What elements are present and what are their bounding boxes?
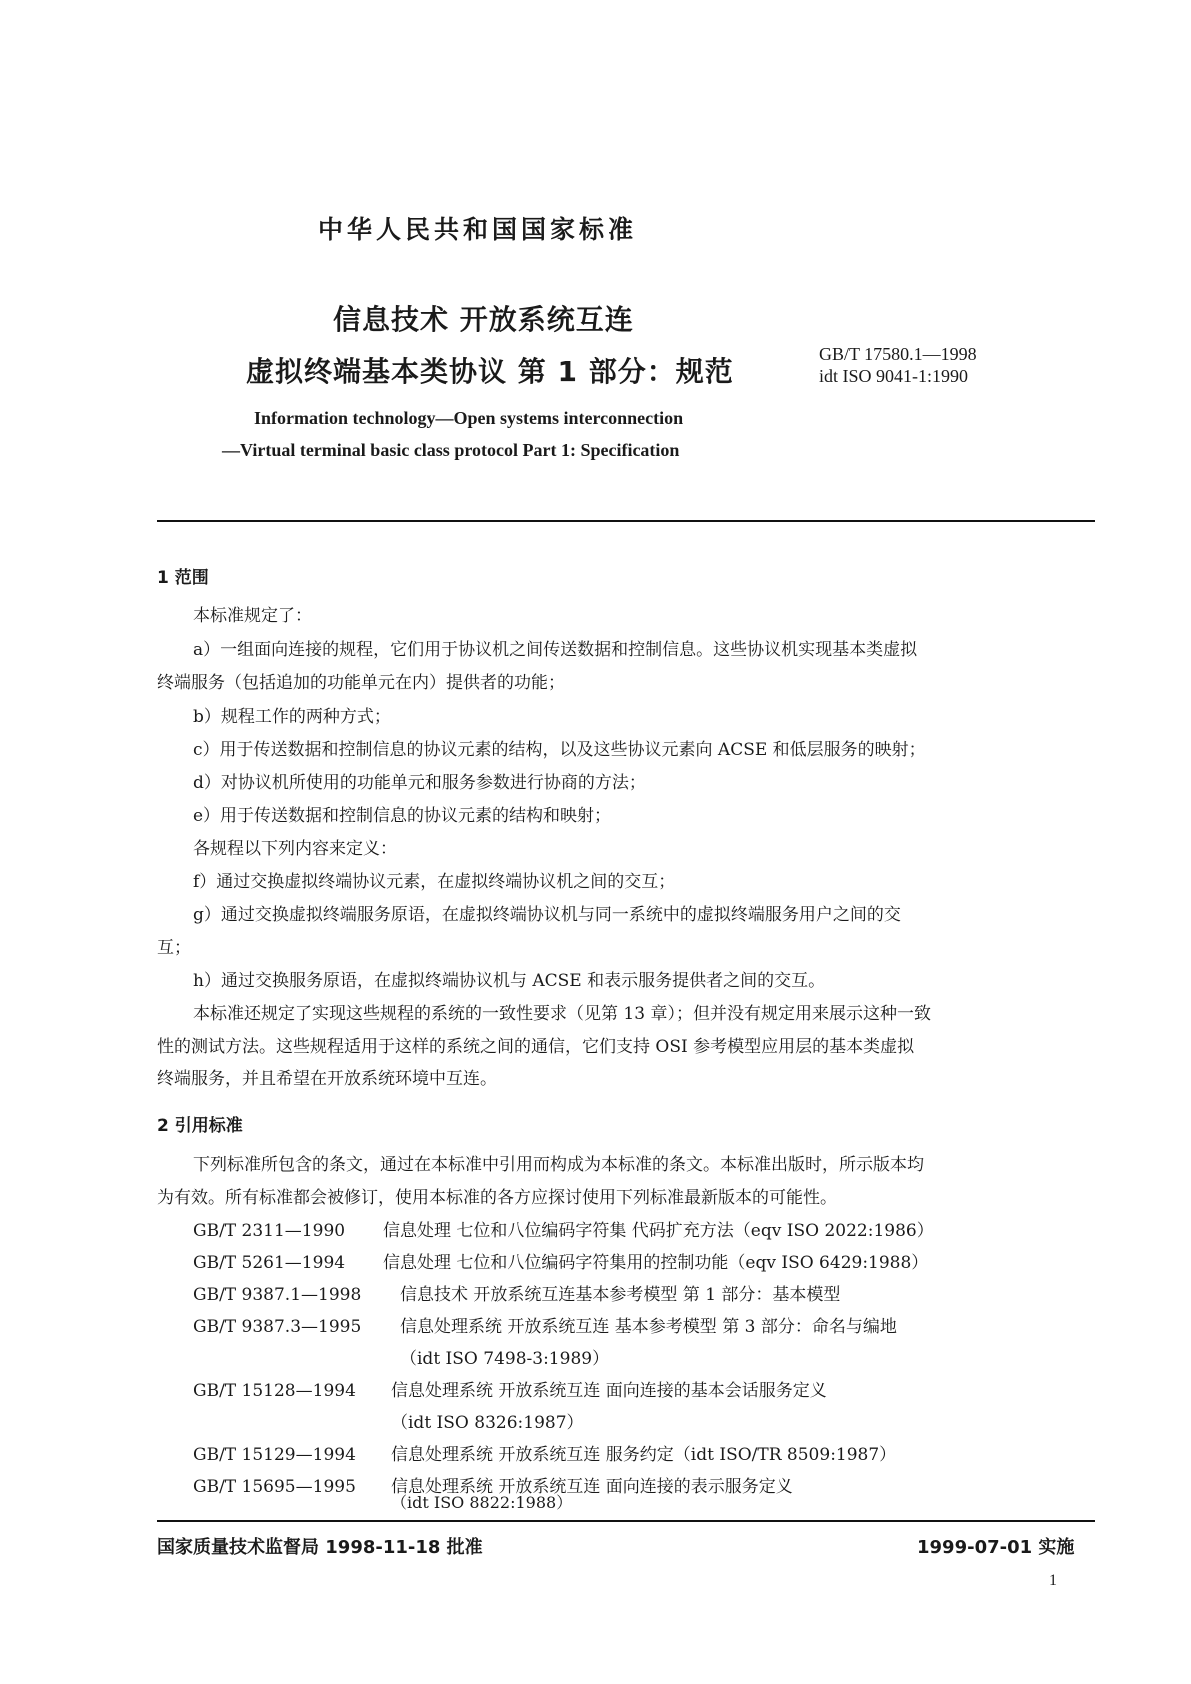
reference-title: 信息处理系统 开放系统互连 面向连接的基本会话服务定义 bbox=[391, 1381, 827, 1401]
title-en-line2: —Virtual terminal basic class protocol Part 1: Specification bbox=[222, 440, 680, 460]
scope-item-e: e）用于传送数据和控制信息的协议元素的结构和映射； bbox=[193, 806, 612, 826]
scope-item-d: d）对协议机所使用的功能单元和服务参数进行协商的方法； bbox=[193, 773, 646, 793]
reference-title: 信息处理系统 开放系统互连 服务约定（idt ISO/TR 8509:1987） bbox=[391, 1445, 897, 1465]
scope-para-line1: 本标准还规定了实现这些规程的系统的一致性要求（见第 13 章）；但并没有规定用来展示这种一致 bbox=[193, 1004, 931, 1024]
scope-item-b: b）规程工作的两种方式； bbox=[193, 707, 391, 727]
title-en-line1: Information technology—Open systems interconnection bbox=[254, 408, 684, 428]
effective-date: 1999-07-01 实施 bbox=[917, 1537, 1075, 1558]
scope-item-f: f）通过交换虚拟终端协议元素，在虚拟终端协议机之间的交互； bbox=[193, 872, 676, 892]
footer-divider bbox=[157, 1520, 1095, 1522]
reference-title: 信息处理 七位和八位编码字符集用的控制功能（eqv ISO 6429:1988） bbox=[383, 1253, 929, 1273]
reference-title: 信息处理系统 开放系统互连 面向连接的表示服务定义 bbox=[391, 1477, 793, 1497]
scope-item-a-line1: a）一组面向连接的规程，它们用于协议机之间传送数据和控制信息。这些协议机实现基本类虚拟 bbox=[193, 640, 918, 660]
page-number: 1 bbox=[1049, 1572, 1057, 1589]
section-2-heading: 2 引用标准 bbox=[157, 1116, 243, 1136]
title-cn-line2: 虚拟终端基本类协议 第 1 部分：规范 bbox=[246, 355, 734, 388]
scope-item-g-line2: 互； bbox=[157, 938, 191, 958]
section-1-intro: 本标准规定了： bbox=[193, 606, 312, 626]
reference-code: GB/T 9387.3—1995 bbox=[193, 1317, 362, 1337]
reference-title-cont: （idt ISO 8822:1988） bbox=[391, 1493, 573, 1512]
normative-refs-para-line2: 为有效。所有标准都会被修订，使用本标准的各方应探讨使用下列标准最新版本的可能性。 bbox=[157, 1188, 837, 1208]
reference-title: 信息处理 七位和八位编码字符集 代码扩充方法（eqv ISO 2022:1986） bbox=[383, 1221, 934, 1241]
reference-code: GB/T 5261—1994 bbox=[193, 1253, 346, 1273]
standard-code: GB/T 17580.1—1998 bbox=[819, 344, 977, 364]
reference-title-cont: （idt ISO 8326:1987） bbox=[391, 1413, 584, 1433]
section-1-heading: 1 范围 bbox=[157, 568, 209, 588]
reference-code: GB/T 2311—1990 bbox=[193, 1221, 346, 1241]
scope-defined-by: 各规程以下列内容来定义： bbox=[193, 839, 397, 859]
reference-code: GB/T 15695—1995 bbox=[193, 1477, 356, 1497]
scope-item-h: h）通过交换服务原语，在虚拟终端协议机与 ACSE 和表示服务提供者之间的交互。 bbox=[193, 971, 826, 991]
reference-title-cont: （idt ISO 7498-3:1989） bbox=[400, 1349, 610, 1369]
reference-code: GB/T 9387.1—1998 bbox=[193, 1285, 362, 1305]
normative-refs-para-line1: 下列标准所包含的条文，通过在本标准中引用而构成为本标准的条文。本标准出版时，所示版本均 bbox=[193, 1155, 924, 1175]
reference-code: GB/T 15129—1994 bbox=[193, 1445, 356, 1465]
scope-item-a-line2: 终端服务（包括追加的功能单元在内）提供者的功能； bbox=[157, 673, 565, 693]
iso-equivalence-code: idt ISO 9041-1:1990 bbox=[819, 366, 969, 386]
header-divider bbox=[157, 520, 1095, 522]
national-standard-title: 中华人民共和国国家标准 bbox=[318, 215, 638, 244]
scope-item-g-line1: g）通过交换虚拟终端服务原语，在虚拟终端协议机与同一系统中的虚拟终端服务用户之间的交 bbox=[193, 905, 901, 925]
reference-title: 信息处理系统 开放系统互连 基本参考模型 第 3 部分：命名与编地 bbox=[400, 1317, 897, 1337]
scope-item-c: c）用于传送数据和控制信息的协议元素的结构，以及这些协议元素向 ACSE 和低层服务的映射； bbox=[193, 740, 926, 760]
reference-code: GB/T 15128—1994 bbox=[193, 1381, 356, 1401]
scope-para-line3: 终端服务，并且希望在开放系统环境中互连。 bbox=[157, 1069, 497, 1089]
title-cn-line1: 信息技术 开放系统互连 bbox=[333, 303, 634, 336]
approval-statement: 国家质量技术监督局 1998-11-18 批准 bbox=[157, 1537, 483, 1558]
scope-para-line2: 性的测试方法。这些规程适用于这样的系统之间的通信，它们支持 OSI 参考模型应用层的基本类虚拟 bbox=[157, 1037, 915, 1057]
reference-title: 信息技术 开放系统互连基本参考模型 第 1 部分：基本模型 bbox=[400, 1285, 841, 1305]
